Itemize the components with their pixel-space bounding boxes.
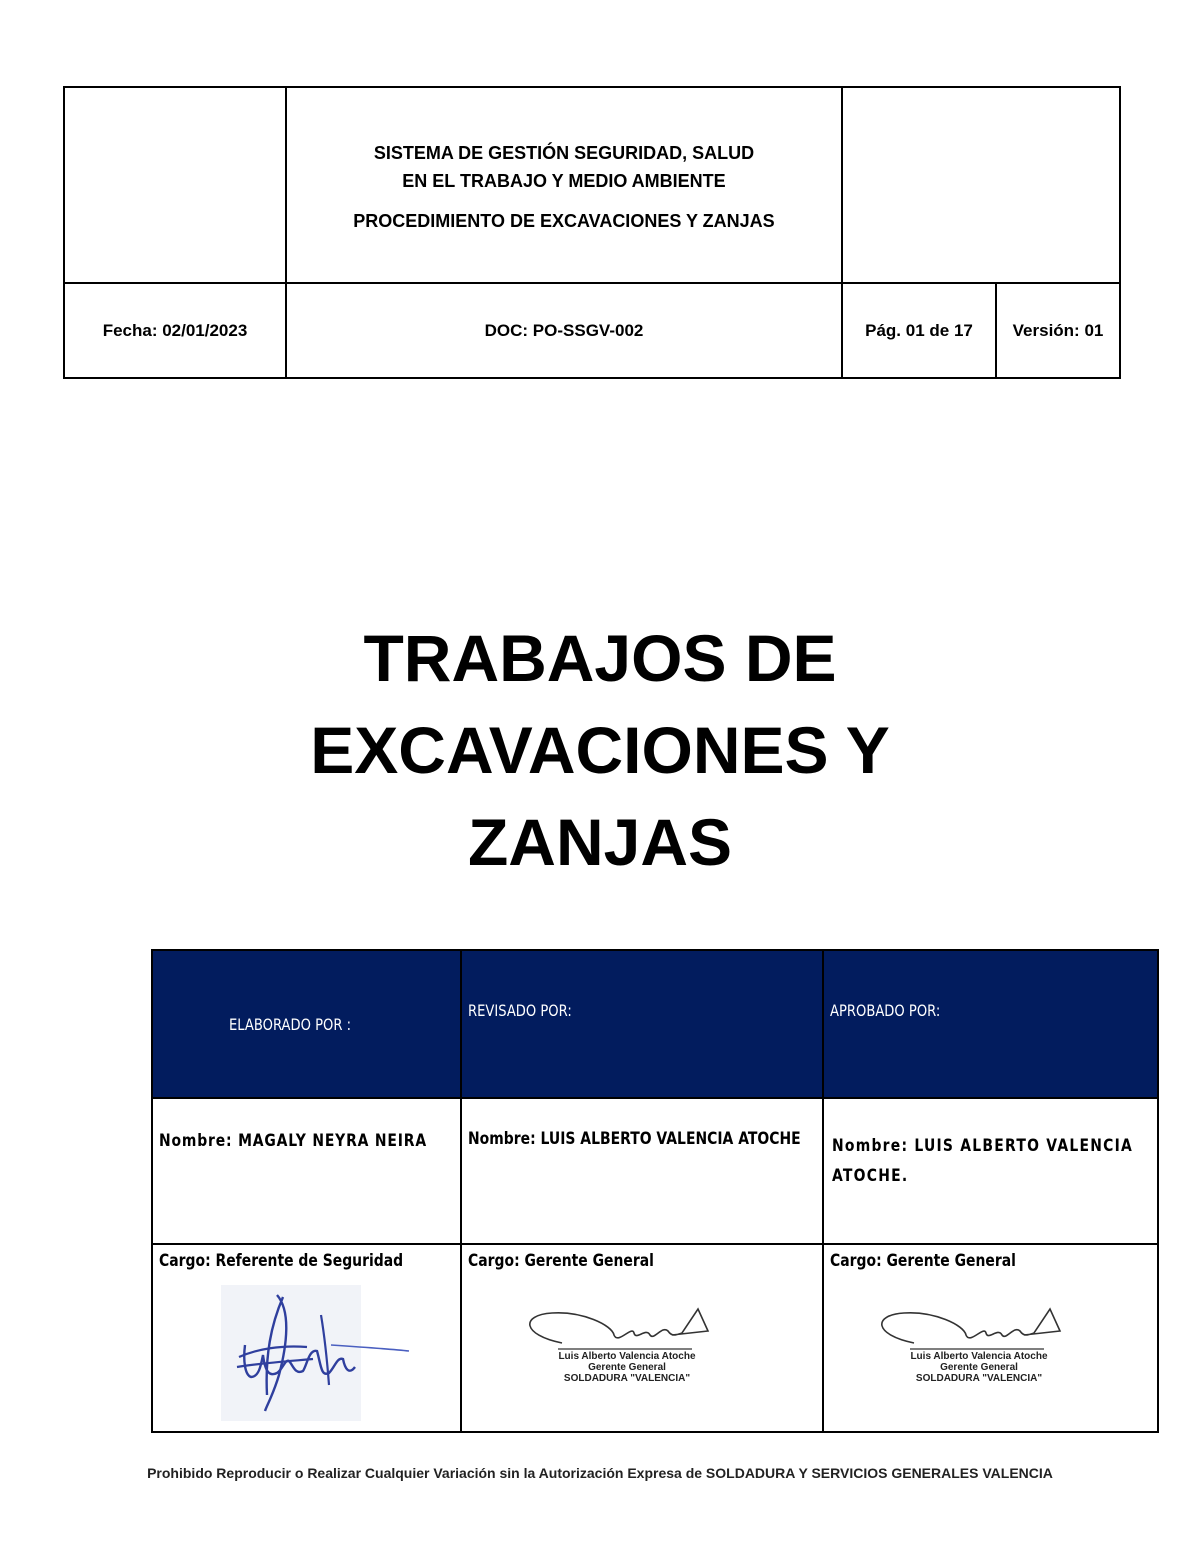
revisado-name-cell: [462, 1099, 824, 1245]
aprobado-cargo-cell: [824, 1245, 1157, 1431]
aprobado-stamp-name: Luis Alberto Valencia Atoche: [910, 1351, 1048, 1362]
system-title: [374, 139, 754, 195]
revisado-cargo-cell: [462, 1245, 824, 1431]
elaborado-cargo-cell: [153, 1245, 462, 1431]
elaborado-name: Nombre: MAGALY NEYRA NEIRA: [159, 1131, 427, 1151]
main-title-line2: EXCAVACIONES Y: [310, 713, 890, 787]
version-cell: [997, 284, 1119, 377]
page-number: Pág. 01 de 17: [865, 320, 973, 340]
elaborado-name-cell: [153, 1099, 462, 1245]
elaborado-cargo: Cargo: Referente de Seguridad: [159, 1251, 404, 1271]
revisado-stamp-company: SOLDADURA "VALENCIA": [563, 1373, 691, 1384]
revisado-signature-stamp: [552, 1351, 702, 1384]
main-title: [200, 612, 1000, 888]
elaborado-heading: ELABORADO POR :: [229, 1015, 352, 1034]
system-title-line1: SISTEMA DE GESTIÓN SEGURIDAD, SALUD: [373, 142, 755, 163]
revisado-cargo: Cargo: Gerente General: [468, 1251, 654, 1271]
revisado-heading: REVISADO POR:: [468, 1001, 572, 1020]
revisado-stamp-role: Gerente General: [588, 1362, 666, 1373]
revisado-name: Nombre: LUIS ALBERTO VALENCIA ATOCHE: [468, 1129, 801, 1149]
version-label: Versión: 01: [1012, 320, 1104, 340]
main-title-line3: ZANJAS: [467, 805, 733, 879]
doc-code: DOC: PO-SSGV-002: [484, 320, 644, 340]
document-header-table: [63, 86, 1121, 379]
approval-table: [151, 949, 1159, 1433]
elaborado-signature-image: [221, 1285, 411, 1421]
aprobado-signature-stamp: [904, 1351, 1054, 1384]
date-label: Fecha: 02/01/2023: [102, 320, 248, 340]
aprobado-name: [832, 1131, 1133, 1191]
revisado-header-cell: [462, 951, 824, 1099]
aprobado-name-cell: [824, 1099, 1157, 1245]
header-blank-cell: [843, 88, 1119, 284]
aprobado-name-line1: Nombre: LUIS ALBERTO VALENCIA: [832, 1136, 1134, 1156]
main-title-line1: TRABAJOS DE: [363, 621, 837, 695]
aprobado-heading: APROBADO POR:: [830, 1001, 941, 1020]
aprobado-stamp-company: SOLDADURA "VALENCIA": [915, 1373, 1043, 1384]
date-cell: [65, 284, 287, 377]
revisado-stamp-name: Luis Alberto Valencia Atoche: [558, 1351, 696, 1362]
page-number-cell: [843, 284, 997, 377]
elaborado-header-cell: [153, 951, 462, 1099]
aprobado-name-line2: ATOCHE.: [832, 1166, 909, 1186]
aprobado-stamp-role: Gerente General: [940, 1362, 1018, 1373]
procedure-title: PROCEDIMIENTO DE EXCAVACIONES Y ZANJAS: [353, 210, 775, 231]
logo-cell: [65, 88, 287, 284]
footer-disclaimer: Prohibido Reproducir o Realizar Cualquier Variación sin la Autorización Expresa de SOLDADURA Y SERVICIOS GENERALES VALENCIA: [147, 1465, 1053, 1481]
doc-code-cell: [287, 284, 843, 377]
system-title-line2: EN EL TRABAJO Y MEDIO AMBIENTE: [402, 170, 726, 191]
aprobado-cargo: Cargo: Gerente General: [830, 1251, 1016, 1271]
aprobado-header-cell: [824, 951, 1157, 1099]
header-title-cell: [287, 88, 843, 284]
